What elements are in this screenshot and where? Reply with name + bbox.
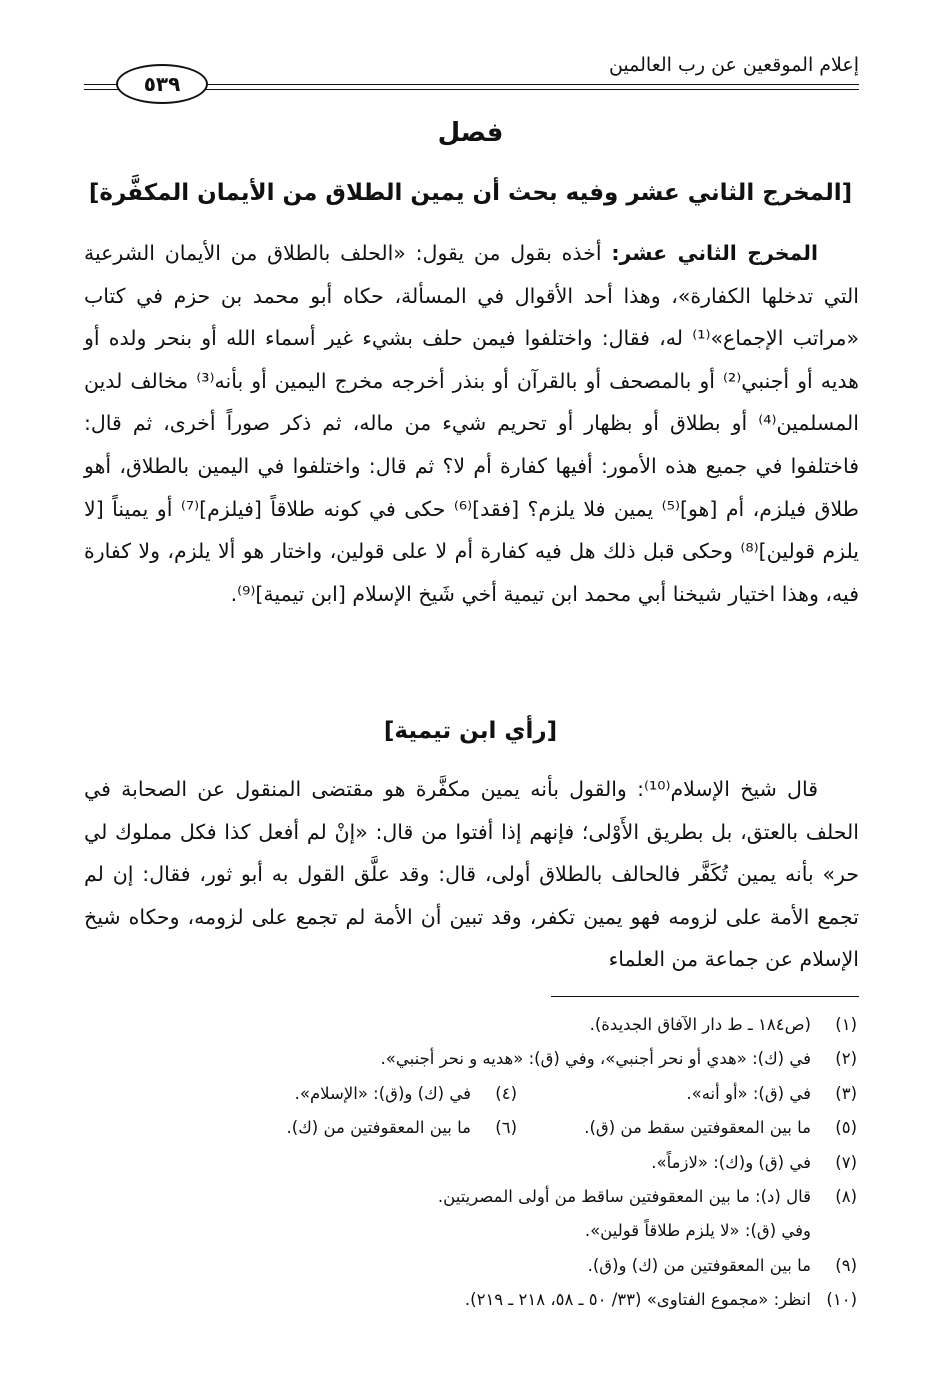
footnote xyxy=(517,1111,857,1145)
footnote-number: (١٠) xyxy=(826,1290,857,1310)
header-rule xyxy=(200,89,859,90)
body-paragraph xyxy=(84,232,859,615)
footnote-number: (٦) xyxy=(495,1118,517,1138)
paragraph-text: أخذه بقول من يقول: «الحلف بالطلاق من الأيمان الشرعية التي تدخلها الكفارة»، وهذا أحد الأقوال في المسألة، حكاه أبو محمد بن حزم في كتاب «مراتب الإجماع»⁽¹⁾ له، فقال: واختلفوا فيمن حلف بشيء غير أسماء الله أو بنحر ولده أو هديه أو أجنبي⁽²⁾ أو بالمصحف أو بالقرآن أو بنذر أخرجه مخرج اليمين أو بأنه⁽³⁾ مخالف لدين المسلمين⁽⁴⁾ أو بطلاق أو بظهار أو تحريم شيء من ماله، ثم ذكر صوراً أخرى، ثم قال: فاختلفوا في جميع هذه الأمور: أفيها كفارة أم لا؟ ثم قال: واختلفوا في اليمين بالطلاق، أهو طلاق فيلزم، أم [هو]⁽⁵⁾ يمين فلا يلزم؟ [فقد]⁽⁶⁾ حكى في كونه طلاقاً [فيلزم]⁽⁷⁾ أو يميناً [لا يلزم قولين]⁽⁸⁾ وحكى قبل ذلك هل فيه كفارة أم لا على قولين، واختار هو ألا يلزم، ولا كفارة فيه، وهذا اختيار شيخنا أبي محمد ابن تيمية أخي شَيخ الإسلام [ابن تيمية]⁽⁹⁾. xyxy=(84,241,859,606)
section-heading: فصل xyxy=(437,118,504,148)
subsection-heading: [المخرج الثاني عشر وفيه بحث أن يمين الطلاق من الأيمان المكفَّرة] xyxy=(88,180,853,206)
page-number: ٥٣٩ xyxy=(116,64,208,104)
footnote-text: في (ك): «هدي أو نحر أجنبي»، وفي (ق): «هديه و نحر أجنبي». xyxy=(380,1049,811,1069)
footnote-number: (٧) xyxy=(835,1152,857,1172)
footnote-pair xyxy=(100,1111,857,1145)
footnote-number: (٢) xyxy=(835,1049,857,1069)
footnote-text: في (ق) و(ك): «لازماً». xyxy=(651,1152,811,1172)
footnote xyxy=(287,1111,517,1145)
footnote xyxy=(295,1077,517,1111)
body-paragraph xyxy=(84,768,859,981)
header-rule xyxy=(84,84,118,85)
footnote xyxy=(100,1249,857,1283)
footnote xyxy=(100,1283,857,1317)
footnote-text: ما بين المعقوفتين من (ك). xyxy=(286,1118,471,1138)
footnote-text: وفي (ق): «لا يلزم طلاقاً قولين». xyxy=(584,1221,811,1241)
header-rule xyxy=(84,89,118,90)
subsection-heading: [رأي ابن تيمية] xyxy=(383,718,558,744)
paragraph-lead: المخرج الثاني عشر: xyxy=(611,241,818,265)
footnote-text: قال (د): ما بين المعقوفتين ساقط من أولى المصريتين. xyxy=(437,1187,811,1207)
footnote-text: في (ق): «أو أنه». xyxy=(686,1083,811,1103)
footnote-continuation xyxy=(100,1214,857,1248)
header-rule xyxy=(200,84,859,85)
footnote-pair xyxy=(100,1077,857,1111)
footnote xyxy=(100,1146,857,1180)
footnote-text: انظر: «مجموع الفتاوى» (٣٣/ ٥٠ ـ ٥٨، ٢١٨ ـ ٢١٩). xyxy=(464,1290,811,1310)
footnote-number: (٨) xyxy=(835,1187,857,1207)
footnote xyxy=(100,1008,857,1042)
footnote xyxy=(100,1042,857,1076)
footnote-number: (٥) xyxy=(835,1118,857,1138)
footnote-number: (٣) xyxy=(835,1083,857,1103)
footnote-text: ما بين المعقوفتين من (ك) و(ق). xyxy=(587,1255,811,1275)
footnotes xyxy=(100,1008,857,1318)
footnote-separator xyxy=(551,996,859,997)
footnote-number: (٤) xyxy=(495,1083,517,1103)
footnote-text: ما بين المعقوفتين سقط من (ق). xyxy=(584,1118,811,1138)
footnote-number: (١) xyxy=(835,1015,857,1034)
paragraph-text: قال شيخ الإسلام⁽¹⁰⁾: والقول بأنه يمين مكفَّرة هو مقتضى المنقول عن الصحابة في الحلف بالعتق، بل بطريق الأَوْلى؛ فإنهم إذا أفتوا من قال: «إنْ لم أفعل كذا فكل مملوك لي حر» بأنه يمين تُكَفَّر فالحالف بالطلاق أولى، قال: وقد علَّق القول به أبو ثور، فقال: إن لم تجمع الأمة على لزومه فهو يمين تكفر، وقد تبين أن الأمة لم تجمع على لزومه، وحكاه شيخ الإسلام عن جماعة من العلماء xyxy=(84,777,859,972)
footnote-text: في (ك) و(ق): «الإسلام». xyxy=(294,1083,471,1103)
footnote xyxy=(100,1180,857,1214)
footnote-text: (ص١٨٤ ـ ط دار الآفاق الجديدة). xyxy=(589,1015,811,1034)
footnote-number: (٩) xyxy=(835,1255,857,1275)
footnote xyxy=(517,1077,857,1111)
running-title: إعلام الموقعين عن رب العالمين xyxy=(608,54,859,76)
